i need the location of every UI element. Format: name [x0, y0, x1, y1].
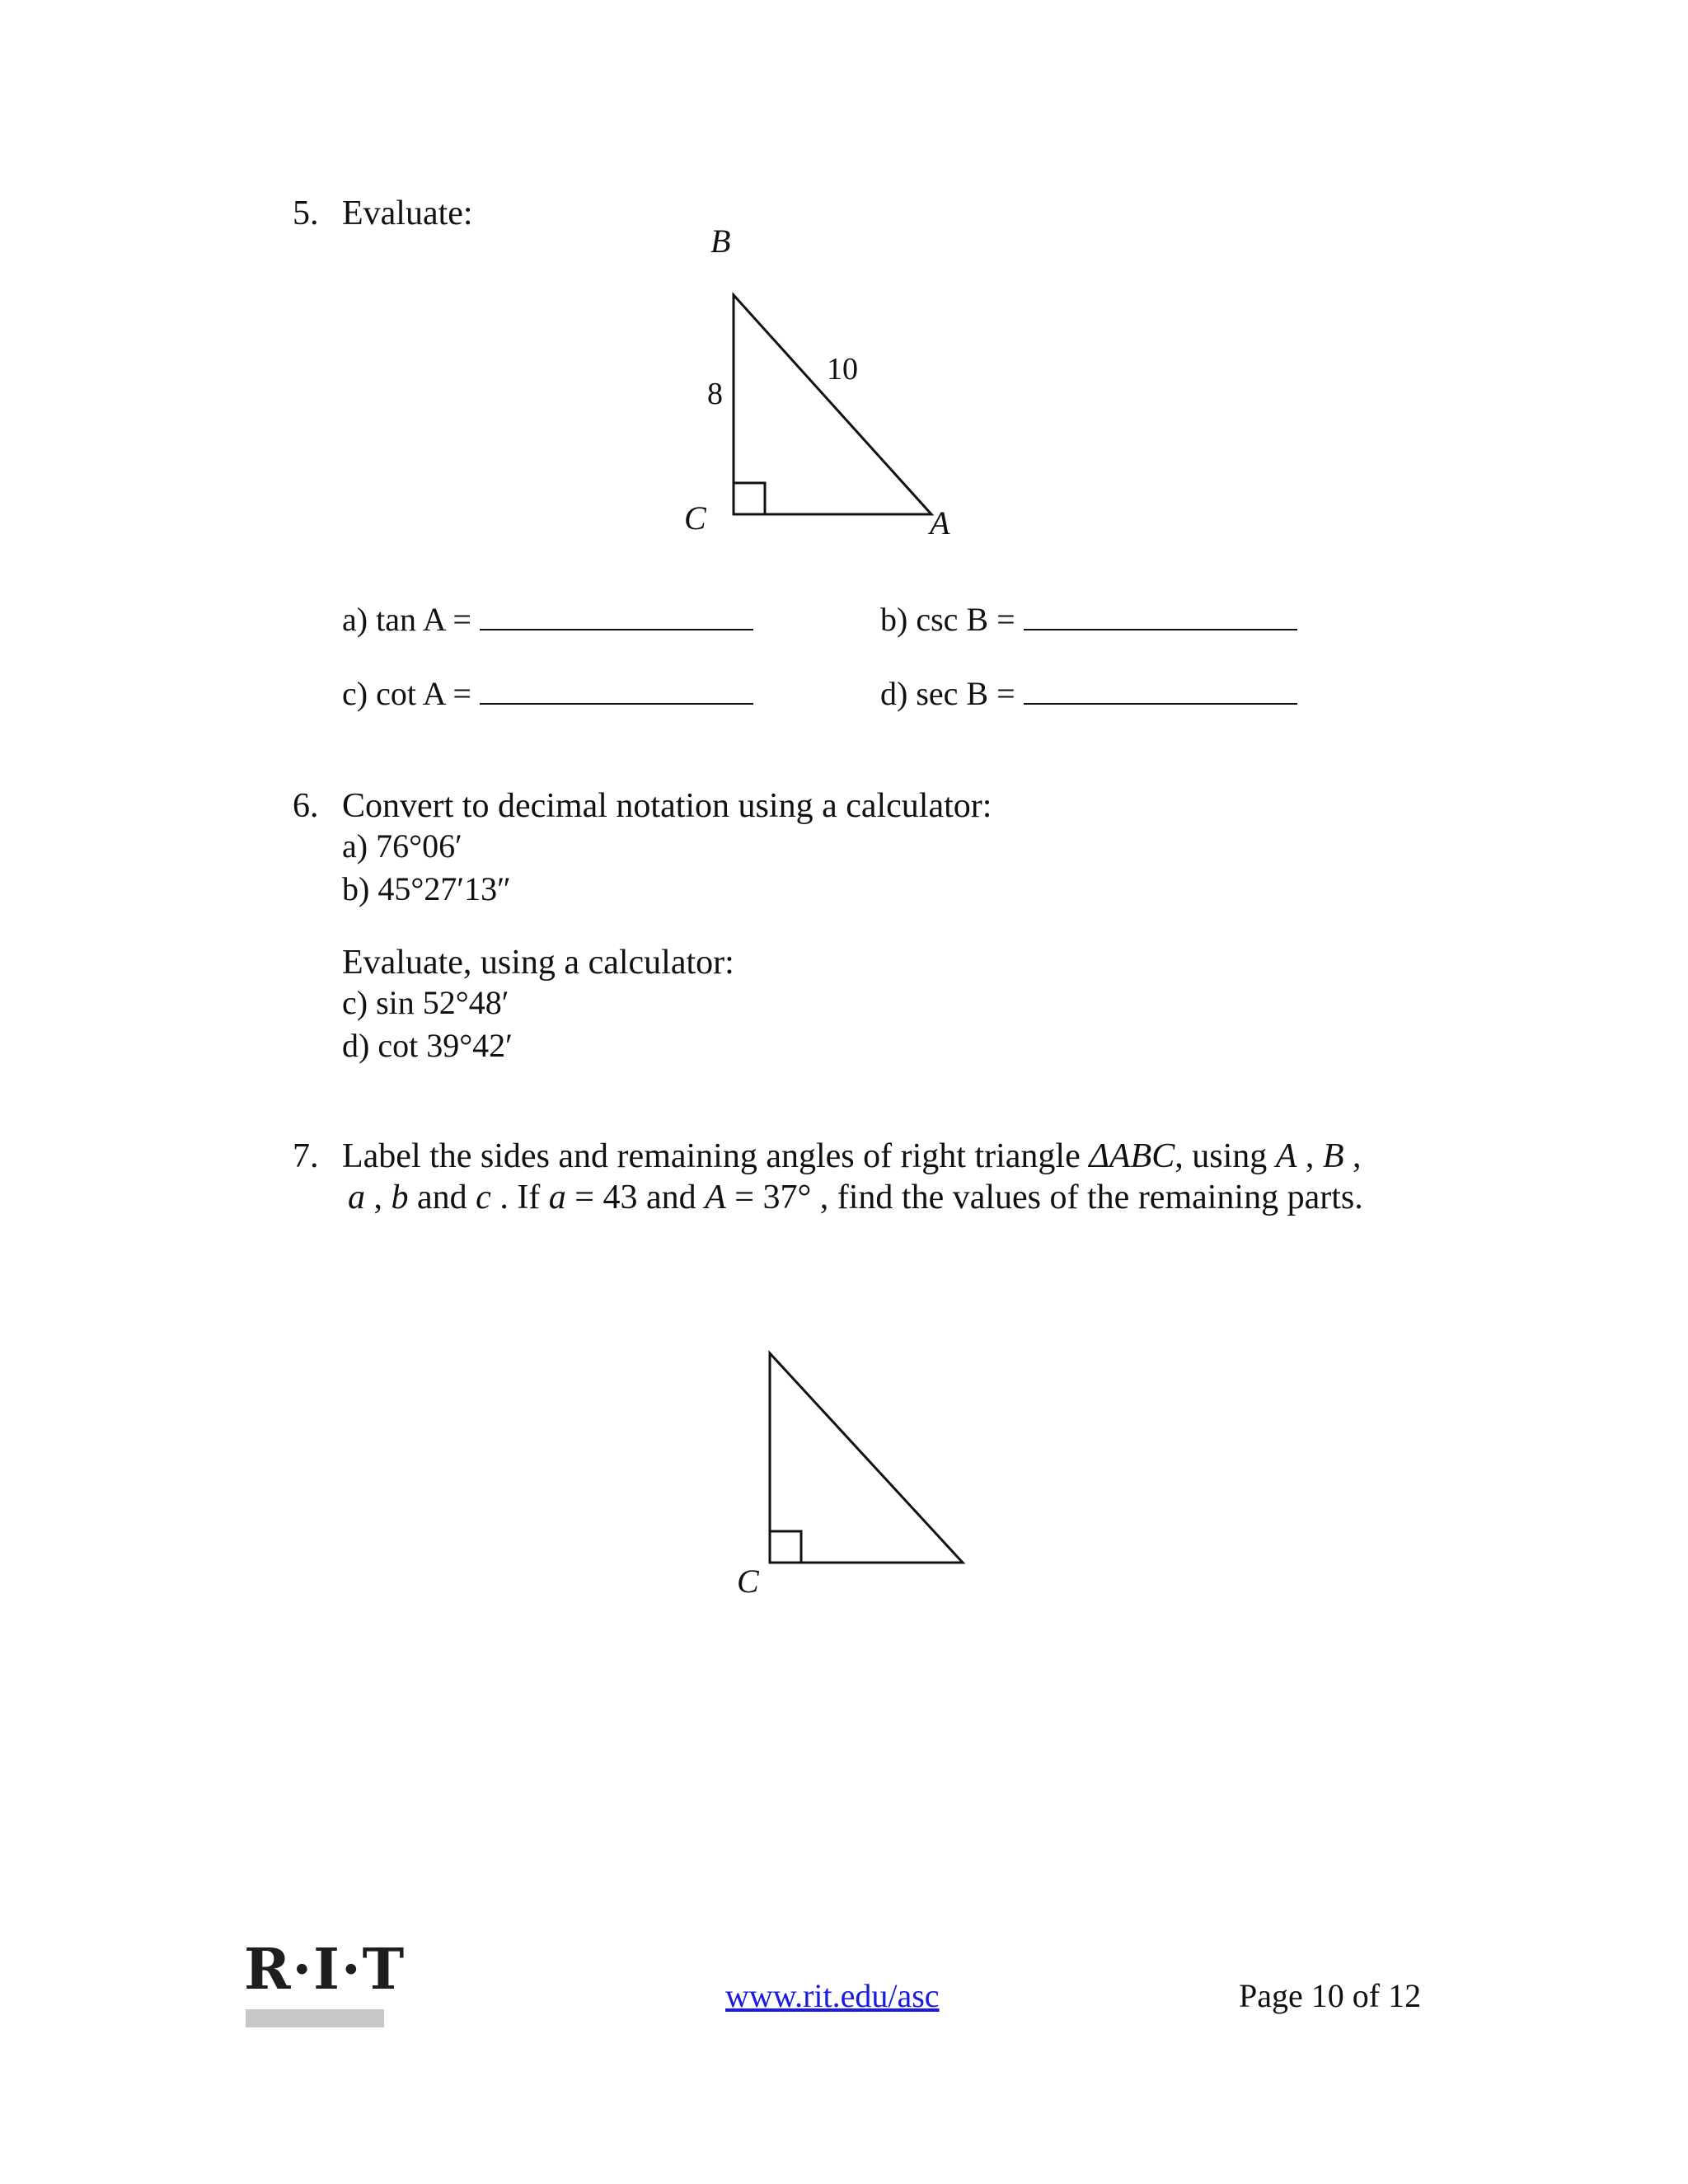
q7-triangle-figure: [709, 1335, 989, 1599]
vertex-label-a: A: [930, 504, 950, 541]
q7-comma-2: ,: [1343, 1137, 1362, 1175]
q5-prompt: Evaluate:: [342, 194, 473, 232]
q6-item-a: a) 76°06′: [342, 827, 462, 865]
triangle-abc-symbol: ΔABC: [1089, 1137, 1175, 1175]
side-bc-label: 8: [707, 377, 723, 411]
var-angle-a: A: [1275, 1137, 1297, 1175]
q7-number: 7.: [293, 1137, 319, 1175]
right-angle-mark: [770, 1531, 801, 1563]
q5-item-a-label: a) tan A =: [342, 601, 471, 638]
q6-prompt: Convert to decimal notation using a calculator:: [342, 787, 992, 825]
q7-comma-3: ,: [365, 1179, 392, 1216]
footer-url-link[interactable]: www.rit.edu/asc: [725, 1977, 940, 2014]
q7-line-1: [342, 1137, 1362, 1175]
var-side-c: c: [476, 1179, 491, 1216]
q5-item-b-answer-line[interactable]: [1024, 627, 1297, 630]
q5-item-c-answer-line[interactable]: [480, 701, 753, 705]
q5-item-b: [880, 602, 1297, 638]
q7-given-angle: = 37° , find the values of the remaining parts.: [725, 1179, 1363, 1216]
q6-number: 6.: [293, 787, 319, 825]
q5-triangle-figure: [659, 214, 989, 544]
q5-item-b-label: b) csc B =: [880, 601, 1015, 638]
q6-item-d: d) cot 39°42′: [342, 1027, 513, 1064]
q7-using: , using: [1175, 1137, 1276, 1175]
q5-item-c-label: c) cot A =: [342, 675, 471, 712]
q5-item-a-answer-line[interactable]: [480, 627, 753, 630]
q5-item-a: [342, 602, 753, 638]
q5-item-d-label: d) sec B =: [880, 675, 1015, 712]
vertex-label-c: C: [684, 499, 706, 537]
q7-given-a: = 43 and: [565, 1179, 706, 1216]
hypotenuse-label: 10: [827, 352, 858, 387]
q7-line-2: [348, 1179, 1363, 1216]
rit-logo: R·I·T: [244, 1937, 406, 2003]
q5-item-c: [342, 676, 753, 712]
var-angle-b: B: [1322, 1137, 1344, 1175]
var-angle-a-2: A: [705, 1179, 726, 1216]
triangle-abc: [734, 295, 931, 514]
var-side-a-2: a: [548, 1179, 566, 1216]
q6-item-c: c) sin 52°48′: [342, 984, 509, 1021]
rit-logo-bar: [246, 2009, 384, 2027]
var-side-a: a: [348, 1179, 365, 1216]
vertex-label-b: B: [710, 223, 731, 260]
q7-comma-1: ,: [1296, 1137, 1323, 1175]
q5-number: 5.: [293, 194, 319, 232]
vertex-label-c: C: [737, 1563, 759, 1599]
q7-line-1-text: Label the sides and remaining angles of right triangle: [342, 1137, 1090, 1175]
var-side-b: b: [391, 1179, 409, 1216]
q6-evaluate-prompt: Evaluate, using a calculator:: [342, 944, 734, 982]
q5-item-d-answer-line[interactable]: [1024, 701, 1297, 705]
q7-if: . If: [490, 1179, 549, 1216]
page-number: Page 10 of 12: [1239, 1977, 1422, 2014]
q5-item-d: [880, 676, 1297, 712]
q7-and: and: [408, 1179, 476, 1216]
q6-item-b: b) 45°27′13″: [342, 870, 511, 907]
right-angle-mark: [734, 483, 765, 514]
